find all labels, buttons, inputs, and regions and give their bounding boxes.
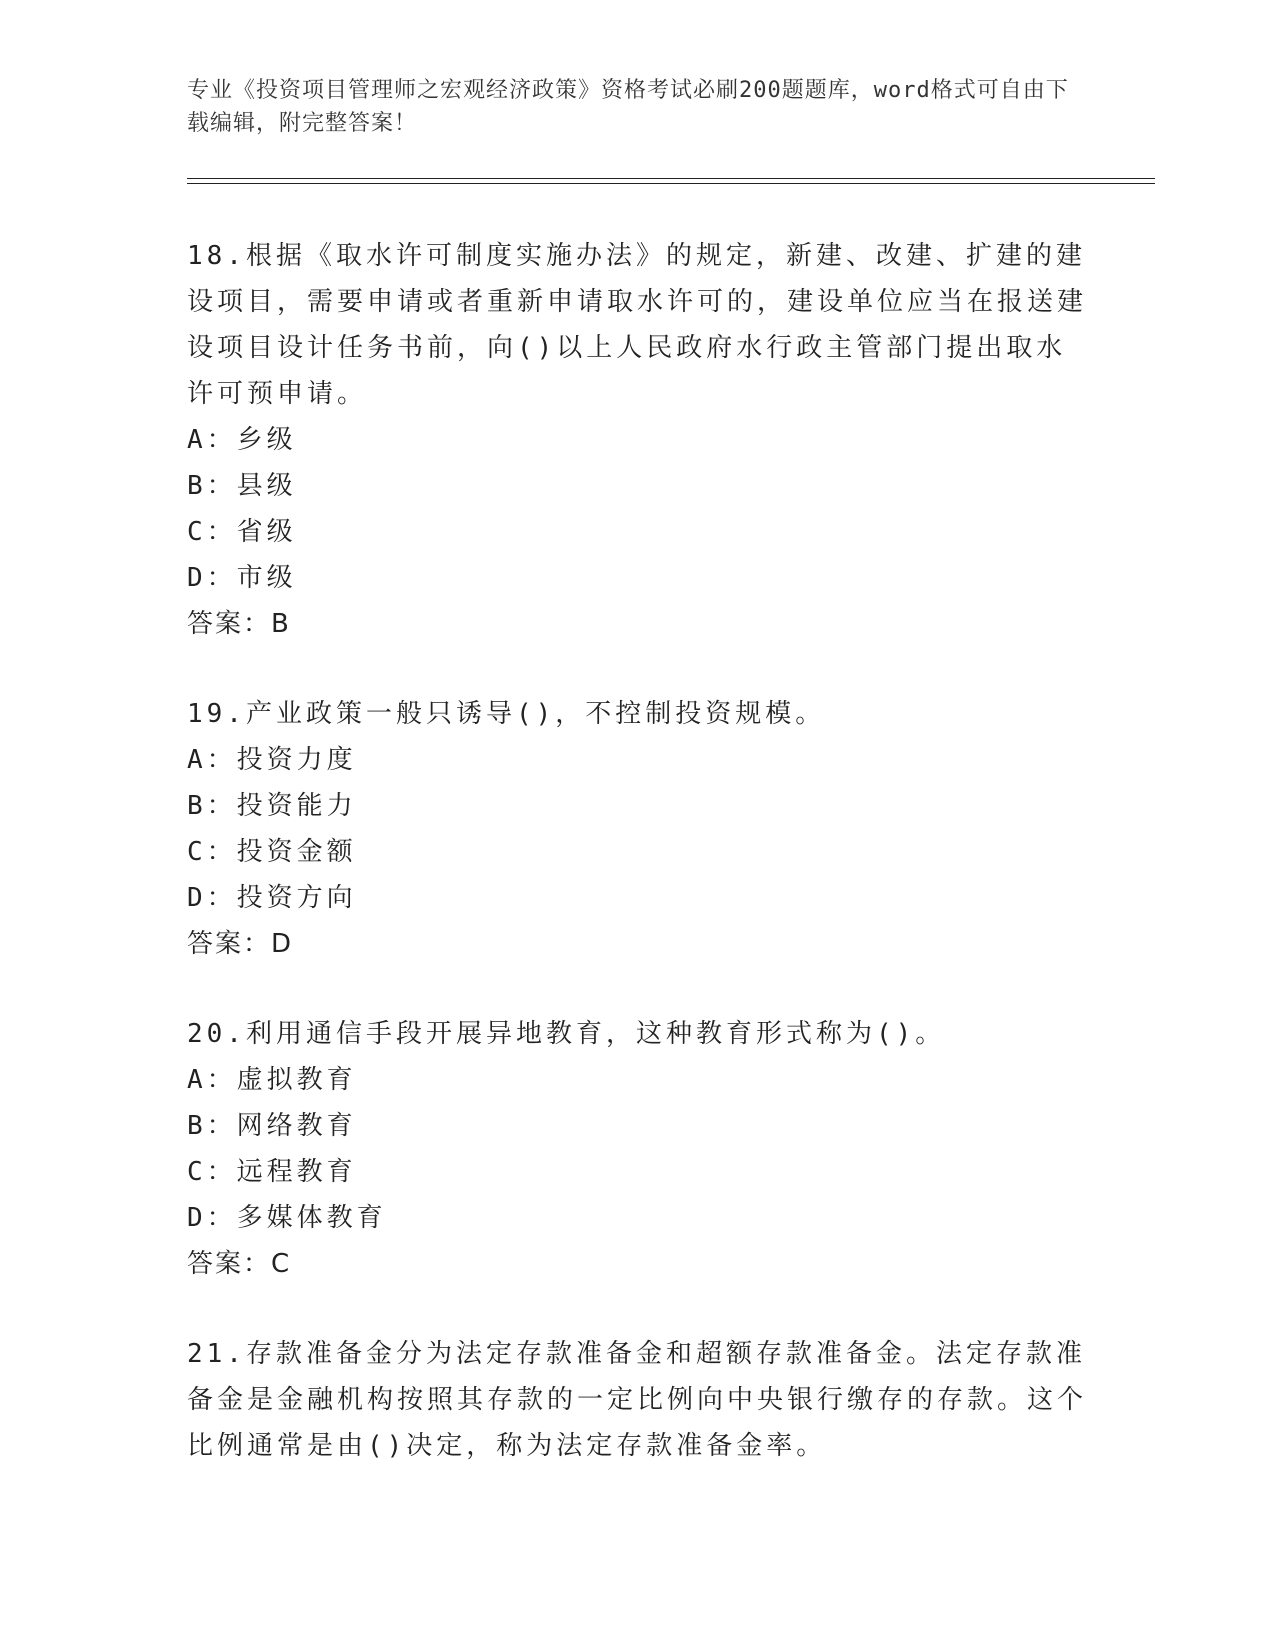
option-d: D：市级 — [187, 563, 297, 593]
question-stem: 19.产业政策一般只诱导()，不控制投资规模。 — [187, 699, 826, 729]
option-c: C：投资金额 — [187, 837, 357, 867]
header-divider-top — [187, 178, 1155, 179]
option-b: B：投资能力 — [187, 791, 357, 821]
question-stem: 18.根据《取水许可制度实施办法》的规定，新建、改建、扩建的建设项目，需要申请或者重新申请取水许可的，建设单位应当在报送建设项目设计任务书前，向()以上人民政府水行政主管部门提出取水许可预申请。 — [187, 241, 1088, 409]
answer: 答案：B — [187, 609, 291, 639]
question-18 — [187, 233, 1087, 647]
option-a: A：乡级 — [187, 425, 297, 455]
option-b: B：网络教育 — [187, 1111, 357, 1141]
answer: 答案：C — [187, 1249, 292, 1279]
option-a: A：投资力度 — [187, 745, 357, 775]
question-stem: 20.利用通信手段开展异地教育，这种教育形式称为()。 — [187, 1019, 946, 1049]
answer: 答案：D — [187, 929, 294, 959]
header-divider-bottom — [187, 183, 1155, 184]
document-header: 专业《投资项目管理师之宏观经济政策》资格考试必刷200题题库，word格式可自由下载编辑，附完整答案！ — [187, 78, 1069, 136]
question-stem: 21.存款准备金分为法定存款准备金和超额存款准备金。法定存款准备金是金融机构按照其存款的一定比例向中央银行缴存的存款。这个比例通常是由()决定，称为法定存款准备金率。 — [187, 1339, 1088, 1461]
option-c: C：远程教育 — [187, 1157, 357, 1187]
option-c: C：省级 — [187, 517, 297, 547]
option-d: D：多媒体教育 — [187, 1203, 387, 1233]
option-b: B：县级 — [187, 471, 297, 501]
question-20 — [187, 1011, 1087, 1287]
question-19 — [187, 691, 1087, 967]
option-d: D：投资方向 — [187, 883, 357, 913]
option-a: A：虚拟教育 — [187, 1065, 357, 1095]
question-21 — [187, 1331, 1087, 1469]
